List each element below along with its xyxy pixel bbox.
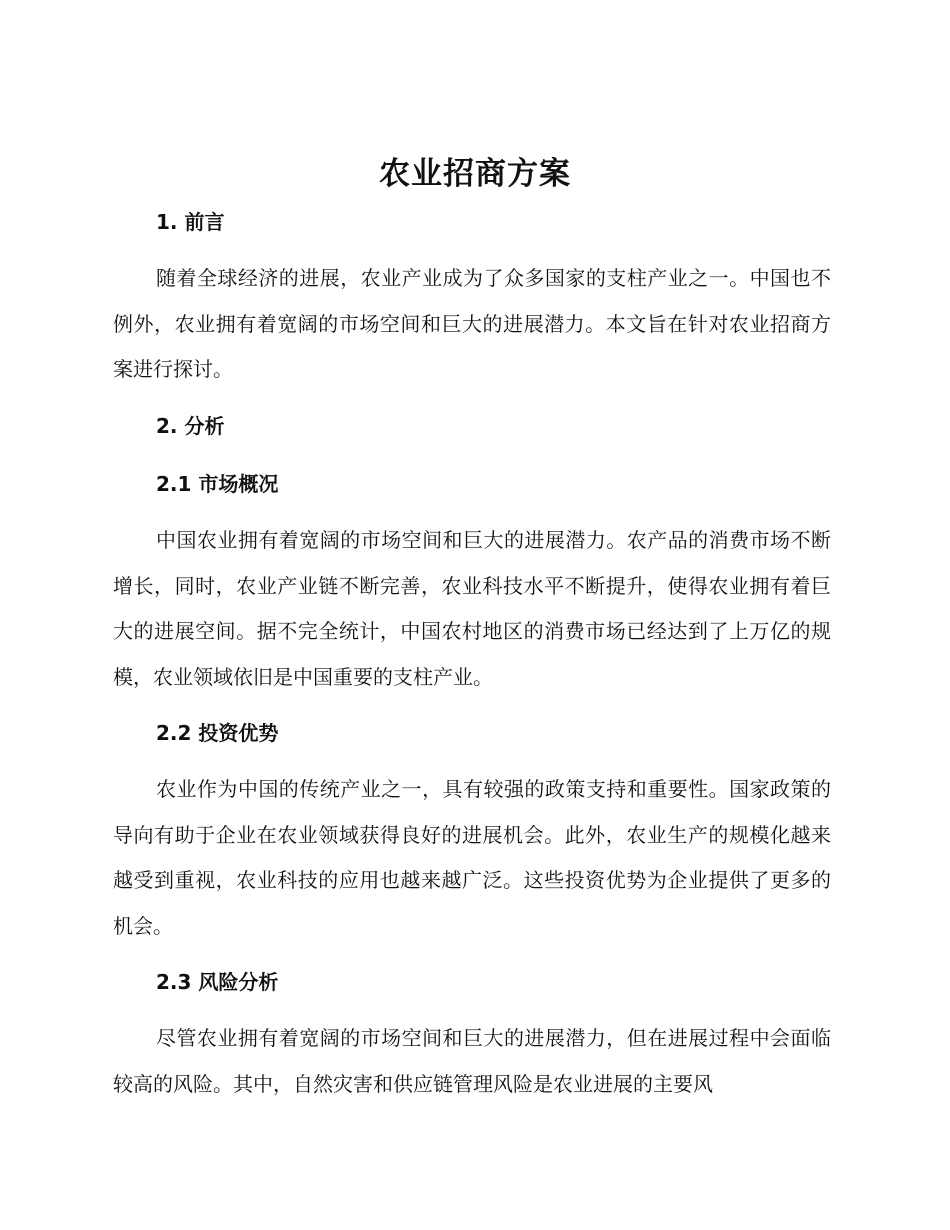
section-heading-analysis: 2. 分析 (156, 414, 225, 438)
section-heading-investment-advantages: 2.2 投资优势 (156, 721, 279, 745)
paragraph-investment-advantages: 农业作为中国的传统产业之一，具有较强的政策支持和重要性。国家政策的导向有助于企业在农业领域获得良好的进展机会。此外，农业生产的规模化越来越受到重视，农业科技的应用也越来越广泛。这些投资优势为企业提供了更多的机会。 (113, 777, 831, 938)
section-heading-preface: 1. 前言 (156, 210, 225, 234)
paragraph-preface: 随着全球经济的进展，农业产业成为了众多国家的支柱产业之一。中国也不例外，农业拥有着宽阔的市场空间和巨大的进展潜力。本文旨在针对农业招商方案进行探讨。 (113, 266, 831, 381)
paragraph-market-overview: 中国农业拥有着宽阔的市场空间和巨大的进展潜力。农产品的消费市场不断增长，同时，农业产业链不断完善，农业科技水平不断提升，使得农业拥有着巨大的进展空间。据不完全统计，中国农村地区的消费市场已经达到了上万亿的规模，农业领域依旧是中国重要的支柱产业。 (113, 528, 831, 689)
document-title: 农业招商方案 (379, 156, 571, 192)
section-heading-risk-analysis: 2.3 风险分析 (156, 970, 279, 994)
paragraph-risk-analysis: 尽管农业拥有着宽阔的市场空间和巨大的进展潜力，但在进展过程中会面临较高的风险。其中，自然灾害和供应链管理风险是农业进展的主要风 (113, 1026, 831, 1096)
section-heading-market-overview: 2.1 市场概况 (156, 472, 279, 496)
